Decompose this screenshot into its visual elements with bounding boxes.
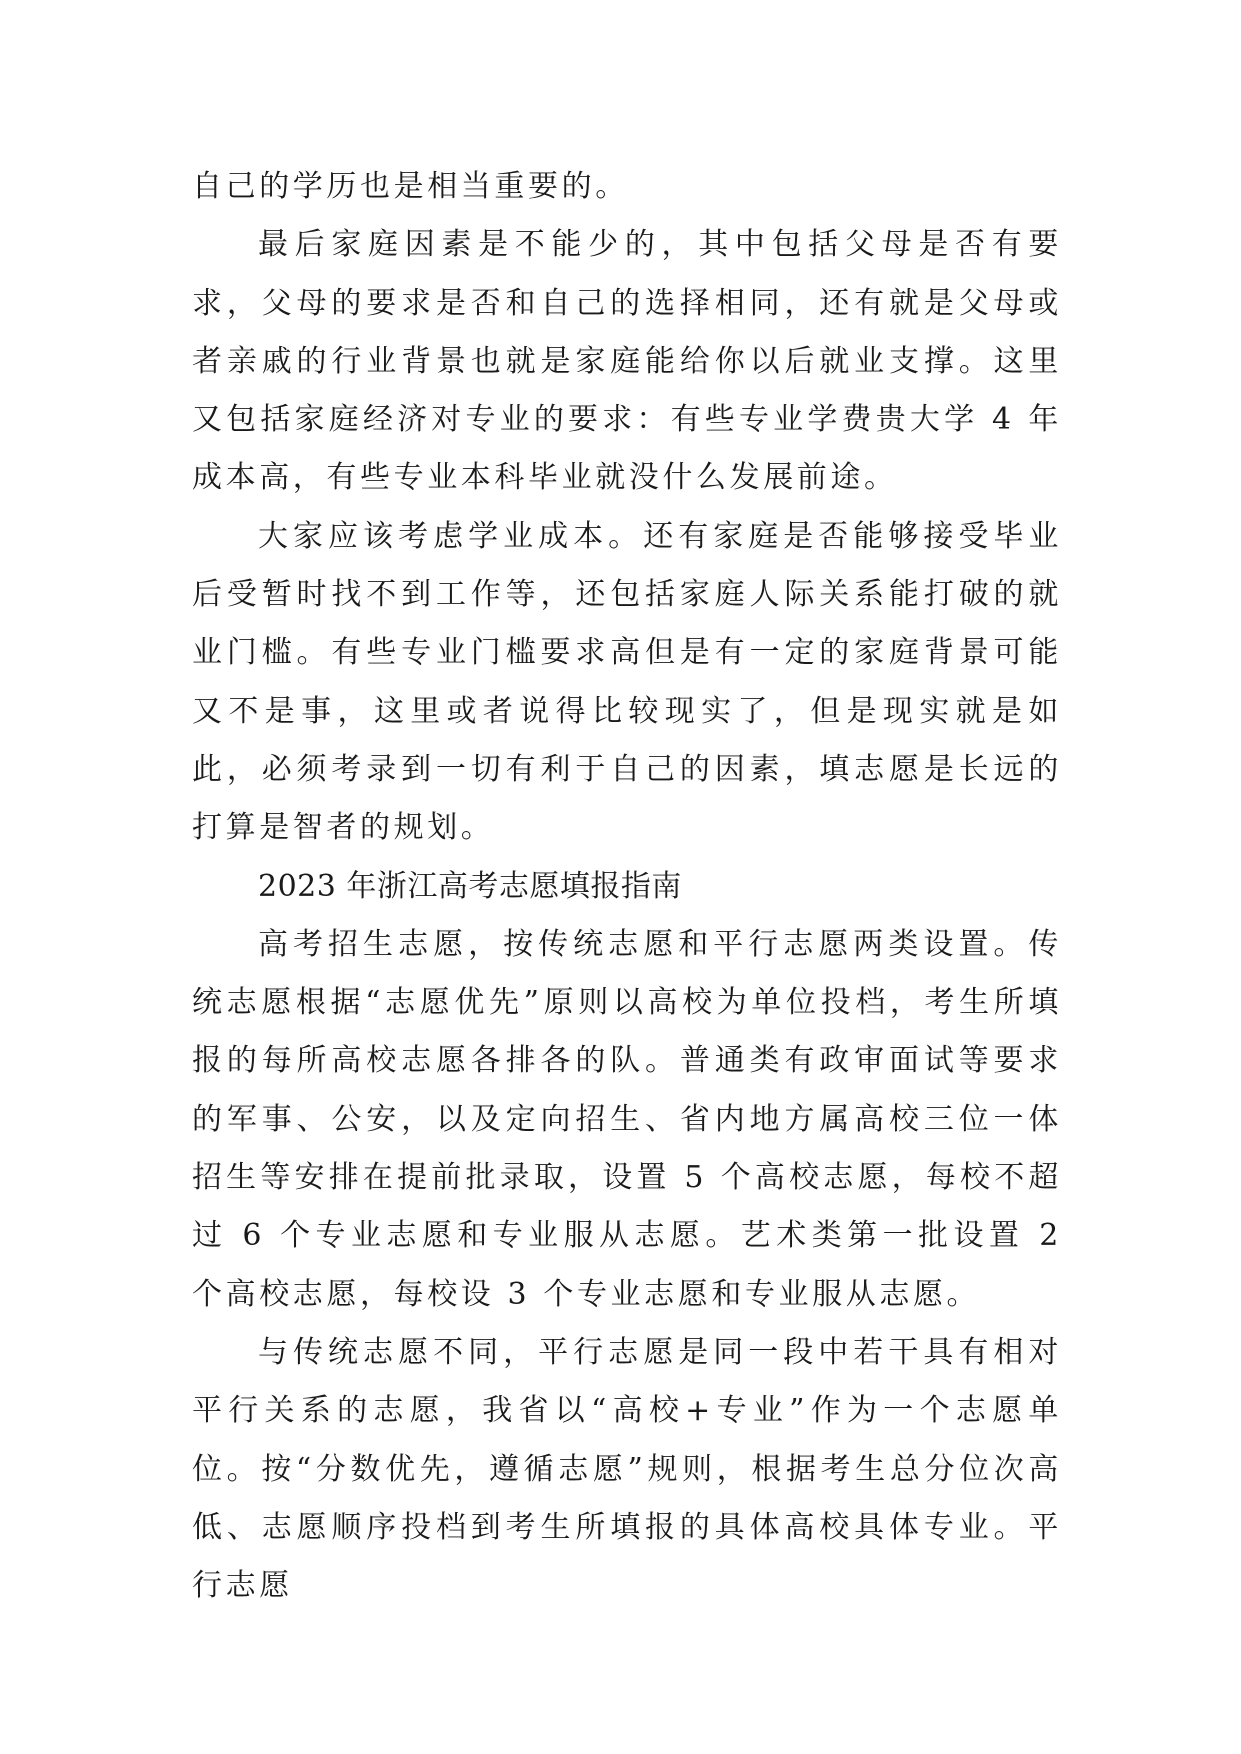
document-body: [192, 158, 1062, 1615]
paragraph-continuation: 自己的学历也是相当重要的。: [192, 169, 629, 204]
paragraph-traditional-volunteer: 高考招生志愿，按传统志愿和平行志愿两类设置。传统志愿根据“志愿优先”原则以高校为单位投档，考生所填报的每所高校志愿各排各的队。普通类有政审面试等要求的军事、公安，以及定向招生、省内地方属高校三位一体招生等安排在提前批录取，设置 5 个高校志愿，每校不超过 6 个专业志愿和专业服从志愿。艺术类第一批设置 2 个高校志愿，每校设 3 个专业志愿和专业服从志愿。: [192, 926, 1062, 1312]
paragraph-family-factors: 最后家庭因素是不能少的，其中包括父母是否有要求，父母的要求是否和自己的选择相同，还有就是父母或者亲戚的行业背景也就是家庭能给你以后就业支撑。这里又包括家庭经济对专业的要求：有些专业学费贵大学 4 年成本高，有些专业本科毕业就没什么发展前途。: [192, 227, 1062, 496]
paragraph-parallel-volunteer: 与传统志愿不同，平行志愿是同一段中若干具有相对平行关系的志愿，我省以“高校+专业”作为一个志愿单位。按“分数优先，遵循志愿”规则，根据考生总分位次高低、志愿顺序投档到考生所填报的具体高校具体专业。平行志愿: [192, 1334, 1062, 1604]
section-heading: 2023 年浙江高考志愿填报指南: [258, 868, 682, 904]
paragraph-study-cost: 大家应该考虑学业成本。还有家庭是否能够接受毕业后受暂时找不到工作等，还包括家庭人际关系能打破的就业门槛。有些专业门槛要求高但是有一定的家庭背景可能又不是事，这里或者说得比较现实了，但是现实就是如此，必须考录到一切有利于自己的因素，填志愿是长远的打算是智者的规划。: [192, 518, 1062, 846]
